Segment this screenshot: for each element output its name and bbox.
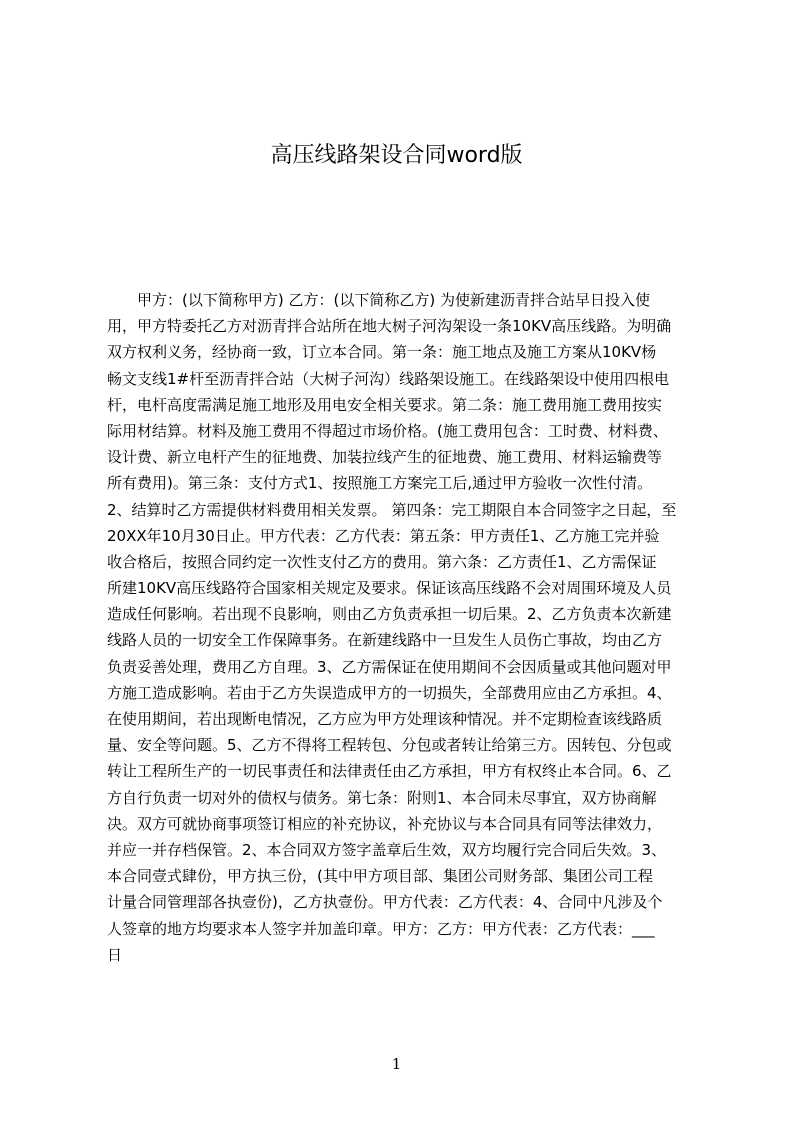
body-line: 在使用期间，若出现断电情况，乙方应为甲方处理该种情况。并不定期检查该线路质 [107, 710, 663, 728]
body-line: 收合格后，按照合同约定一次性支付乙方的费用。第六条：乙方责任1、乙方需保证 [107, 552, 657, 571]
body-line: 杆，电杆高度需满足施工地形及用电安全相关要求。第二条：施工费用施工费用按实 [107, 395, 663, 414]
body-line: 所有费用)。第三条：支付方式1、按照施工方案完工后,通过甲方验收一次性付清。 [107, 474, 653, 493]
body-line: 20XX年10月30日止。甲方代表：乙方代表：第五条：甲方责任1、乙方施工完并验 [107, 526, 660, 545]
body-line: 本合同壹式肆份，甲方执三份，(其中甲方项目部、集团公司财务部、集团公司工程 [107, 867, 653, 886]
body-line: 用，甲方特委托乙方对沥青拌合站所在地大树子河沟架设一条10KV高压线路。为明确 [107, 317, 672, 336]
contract-body [107, 287, 699, 987]
body-line: 畅文支线1#杆至沥青拌合站（大树子河沟）线路架设施工。在线路架设中使用四根电 [107, 369, 670, 388]
body-line: 人签章的地方均要求本人签字并加盖印章。甲方：乙方：甲方代表：乙方代表：___ [107, 919, 655, 938]
body-line: 设计费、新立电杆产生的征地费、加装拉线产生的征地费、施工费用、材料运输费等 [107, 448, 663, 467]
body-line: 计量合同管理部各执壹份)，乙方执壹份。甲方代表：乙方代表：4、合同中凡涉及个 [107, 893, 663, 912]
body-line: 方自行负责一切对外的债权与债务。第七条：附则1、本合同未尽事宜，双方协商解 [107, 788, 657, 807]
body-line: 负责妥善处理，费用乙方自理。3、乙方需保证在使用期间不会因质量或其他问题对甲 [107, 657, 672, 676]
body-line: 方施工造成影响。若由于乙方失误造成甲方的一切损失，全部费用应由乙方承担。4、 [107, 683, 672, 702]
body-line: 双方权利义务，经协商一致，订立本合同。第一条：施工地点及施工方案从10KV杨 [107, 343, 657, 362]
body-line: 量、安全等问题。5、乙方不得将工程转包、分包或者转让给第三方。因转包、分包或 [107, 736, 672, 755]
body-line: 线路人员的一切安全工作保障事务。在新建线路中一旦发生人员伤亡事故，均由乙方 [107, 631, 663, 650]
body-line: 决。双方可就协商事项签订相应的补充协议，补充协议与本合同具有同等法律效力， [107, 814, 663, 833]
body-line: 造成任何影响。若出现不良影响，则由乙方负责承担一切后果。2、乙方负责本次新建 [107, 605, 672, 624]
body-line: 日 [107, 945, 123, 964]
body-line: 所建10KV高压线路符合国家相关规定及要求。保证该高压线路不会对周围环境及人员 [107, 579, 672, 598]
page-number: 1 [391, 1055, 402, 1073]
body-line: 际用材结算。材料及施工费用不得超过市场价格。(施工费用包含：工时费、材料费、 [107, 421, 668, 440]
body-line: 甲方：(以下简称甲方) 乙方：(以下简称乙方) 为使新建沥青拌合站早日投入使 [107, 291, 650, 309]
body-line: 2、结算时乙方需提供材料费用相关发票。 第四条：完工期限自本合同签字之日起，至 [107, 500, 677, 519]
body-line: 转让工程所生产的一切民事责任和法律责任由乙方承担，甲方有权终止本合同。6、乙 [107, 762, 672, 781]
body-line: 并应一并存档保管。2、本合同双方签字盖章后生效，双方均履行完合同后失效。3、 [107, 840, 667, 859]
document-title: 高压线路架设合同word版 [270, 143, 523, 168]
